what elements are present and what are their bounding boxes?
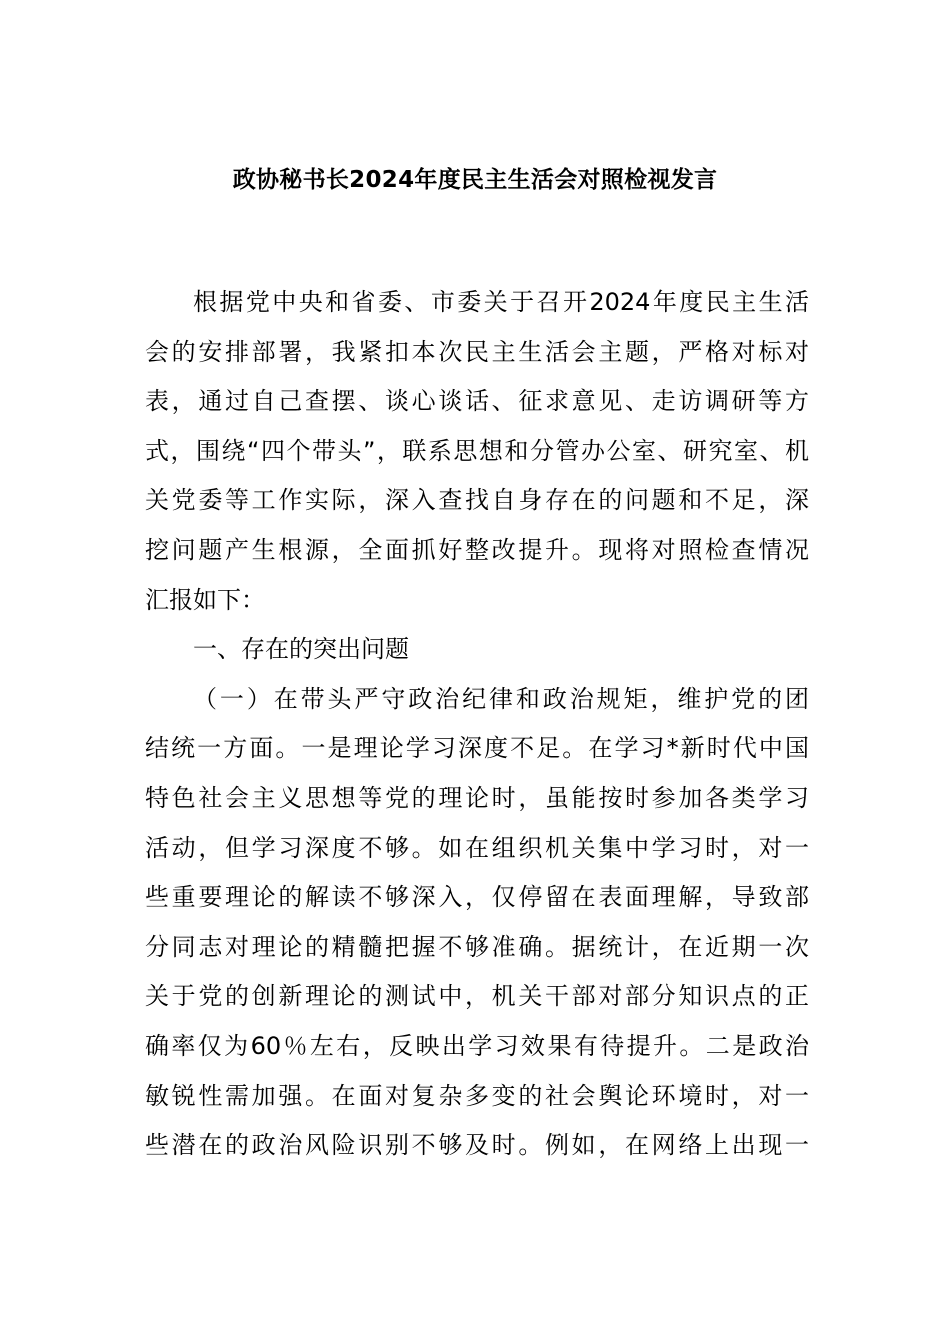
body-line: 根据党中央和省委、市委关于召开2024年度民主生活 — [193, 288, 809, 316]
body-line: 些重要理论的解读不够深入，仅停留在表面理解，导致部 — [145, 883, 809, 912]
body-line: 结统一方面。一是理论学习深度不足。在学习*新时代中国 — [145, 734, 809, 763]
document-title: 政协秘书长2024年度民主生活会对照检视发言 — [232, 167, 718, 193]
body-line: 确率仅为60％左右，反映出学习效果有待提升。二是政治 — [145, 1032, 809, 1060]
body-line: 分同志对理论的精髓把握不够准确。据统计，在近期一次 — [145, 932, 809, 961]
body-line: 活动，但学习深度不够。如在组织机关集中学习时，对一 — [145, 833, 809, 862]
body-line: 敏锐性需加强。在面对复杂多变的社会舆论环境时，对一 — [145, 1081, 809, 1110]
body-line: 汇报如下： — [145, 585, 265, 614]
body-line: 特色社会主义思想等党的理论时，虽能按时参加各类学习 — [145, 784, 809, 812]
body-line: 会的安排部署，我紧扣本次民主生活会主题，严格对标对 — [145, 337, 809, 366]
body-line: 挖问题产生根源，全面抓好整改提升。现将对照检查情况 — [145, 536, 809, 564]
body-line: 关党委等工作实际，深入查找自身存在的问题和不足，深 — [145, 486, 809, 515]
body-line: 关于党的创新理论的测试中，机关干部对部分知识点的正 — [145, 982, 809, 1011]
body-line: 一、存在的突出问题 — [193, 635, 409, 664]
body-line: 些潜在的政治风险识别不够及时。例如，在网络上出现一 — [145, 1131, 809, 1160]
body-line: 表，通过自己查摆、谈心谈话、征求意见、走访调研等方 — [145, 387, 809, 416]
body-line: 式，围绕“四个带头”，联系思想和分管办公室、研究室、机 — [145, 436, 809, 465]
body-line: （一）在带头严守政治纪律和政治规矩，维护党的团 — [193, 684, 809, 713]
